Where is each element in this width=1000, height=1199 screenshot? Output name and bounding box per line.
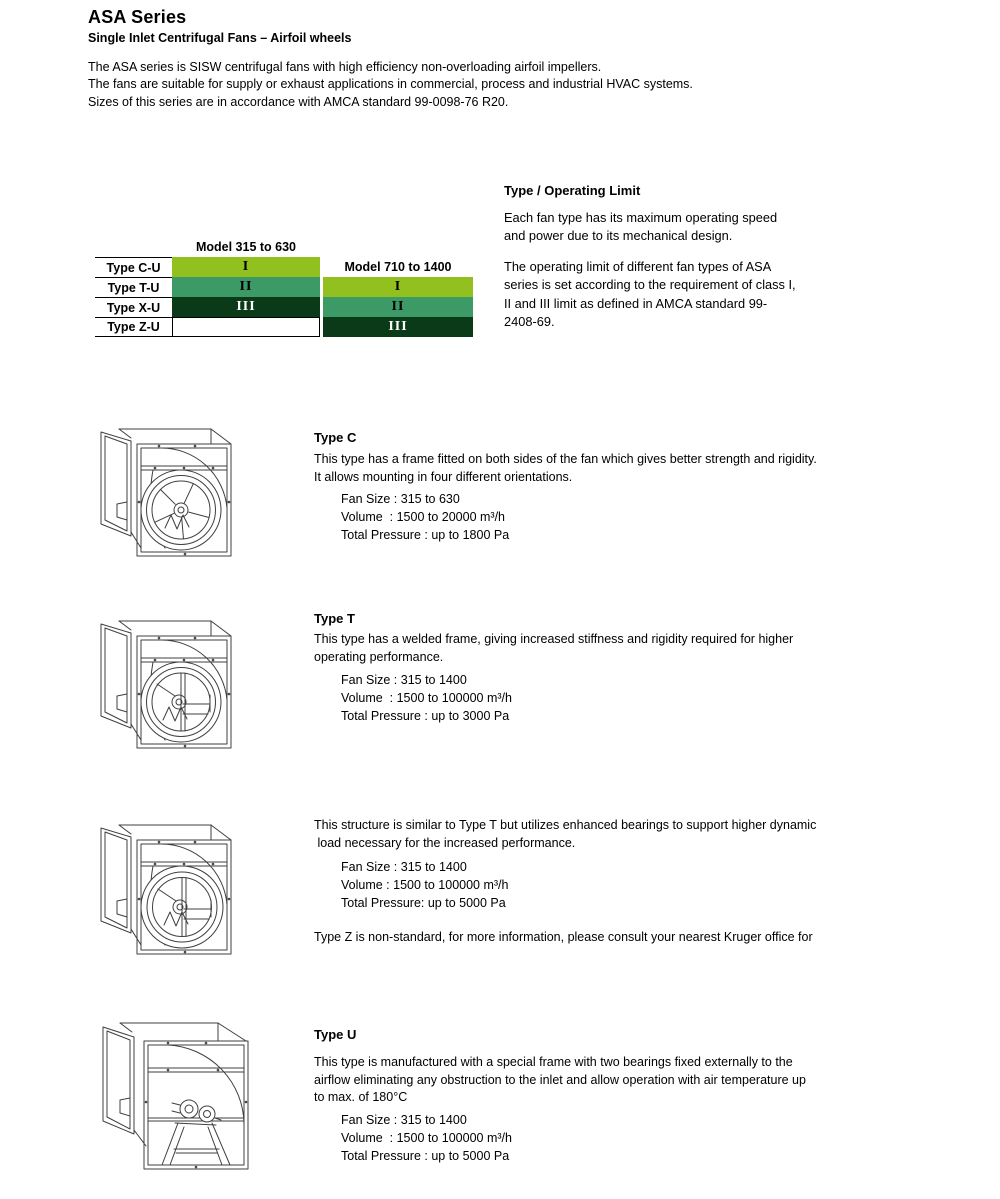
text-line: series is set according to the requirement of class I, [504,277,796,293]
spec-volume: Volume : 1500 to 100000 m³/h [341,1131,512,1145]
spec-fan-size: Fan Size : 315 to 1400 [341,1113,467,1127]
operating-limit-paragraph-1 [504,209,864,246]
intro-line: The ASA series is SISW centrifugal fans with high efficiency non-overloading airfoil impellers. [88,60,602,74]
text-line: load necessary for the increased performance. [314,835,576,850]
section-body-type-c [314,451,934,486]
intro-line: Sizes of this series are in accordance with AMCA standard 99-0098-76 R20. [88,94,509,109]
table-cell-empty [172,317,320,337]
text-line: and power due to its mechanical design. [504,228,733,244]
text-line: It allows mounting in four different orientations. [314,469,573,484]
table-row-label: Type T-U [95,277,172,297]
fan-type-u-illustration [98,1012,276,1184]
table-cell-class: III [172,297,320,317]
section-heading-type-t: Type T [314,611,355,626]
spec-fan-size: Fan Size : 315 to 1400 [341,673,467,687]
operating-limit-table [95,237,473,337]
table-row-label: Type Z-U [95,317,172,337]
table-header-spacer [323,237,473,257]
table-cell-class: III [323,317,473,337]
section-body-type-t [314,631,934,666]
table-cell-class: I [323,277,473,297]
text-line: to max. of 180°C [314,1090,408,1104]
text-line: This type has a welded frame, giving increased stiffness and rigidity required for higher [314,632,794,646]
table-col2-header: Model 710 to 1400 [344,260,452,274]
table-cell-class: I [172,257,320,277]
spec-total-pressure: Total Pressure : up to 3000 Pa [341,709,510,723]
centrifugal-fan-drawing-icon [95,815,251,977]
text-line: II and III limit as defined in AMCA standard 99- [504,295,768,311]
spec-volume: Volume : 1500 to 100000 m³/h [341,878,509,892]
text-line: The operating limit of different fan types of ASA [504,259,772,274]
section-body-type-x [314,817,934,852]
text-line: This structure is similar to Type T but utilizes enhanced bearings to support higher dynamic [314,818,817,832]
operating-limit-heading: Type / Operating Limit [504,183,641,198]
fan-type-t-illustration [95,612,251,772]
operating-limit-paragraph-2 [504,258,864,331]
table-row-label: Type X-U [95,297,172,317]
intro-paragraph [88,59,693,111]
centrifugal-fan-drawing-icon [95,612,251,772]
page-subtitle: Single Inlet Centrifugal Fans – Airfoil wheels [88,31,352,45]
spec-volume: Volume : 1500 to 100000 m³/h [341,691,512,705]
centrifugal-fan-drawing-icon [98,1012,276,1184]
spec-fan-size: Fan Size : 315 to 1400 [341,860,467,874]
fan-type-x-illustration [95,815,251,977]
spec-total-pressure: Total Pressure : up to 5000 Pa [341,1149,510,1163]
text-line: 2408-69. [504,313,555,329]
table-col1-header: Model 315 to 630 [195,240,297,254]
section-heading-type-u: Type U [314,1027,357,1042]
section-body-type-u [314,1054,934,1107]
type-z-note: Type Z is non-standard, for more information, please consult your nearest Kruger office for [314,930,813,944]
table-corner-spacer [95,237,172,257]
text-line: This type has a frame fitted on both sides of the fan which gives better strength and rigidity. [314,452,817,466]
section-specs-type-x [341,858,508,912]
text-line: operating performance. [314,649,444,664]
table-row-label: Type C-U [95,257,172,277]
spec-total-pressure: Total Pressure: up to 5000 Pa [341,896,506,910]
spec-volume: Volume : 1500 to 20000 m³/h [341,510,505,524]
section-specs-type-u [341,1111,512,1165]
spec-total-pressure: Total Pressure : up to 1800 Pa [341,528,510,542]
centrifugal-fan-drawing-icon [95,422,251,578]
section-specs-type-t [341,671,512,725]
section-heading-type-c: Type C [314,430,357,445]
table-cell-class: II [172,277,320,297]
text-line: Each fan type has its maximum operating speed [504,210,778,225]
spec-fan-size: Fan Size : 315 to 630 [341,492,460,506]
text-line: airflow eliminating any obstruction to the inlet and allow operation with air temperature up [314,1072,806,1087]
page-title: ASA Series [88,7,187,27]
intro-line: The fans are suitable for supply or exhaust applications in commercial, process and industrial HVAC systems. [88,77,693,92]
fan-type-c-illustration [95,422,251,578]
section-specs-type-c [341,490,509,544]
text-line: This type is manufactured with a special frame with two bearings fixed externally to the [314,1055,793,1069]
table-cell-class: II [323,297,473,317]
